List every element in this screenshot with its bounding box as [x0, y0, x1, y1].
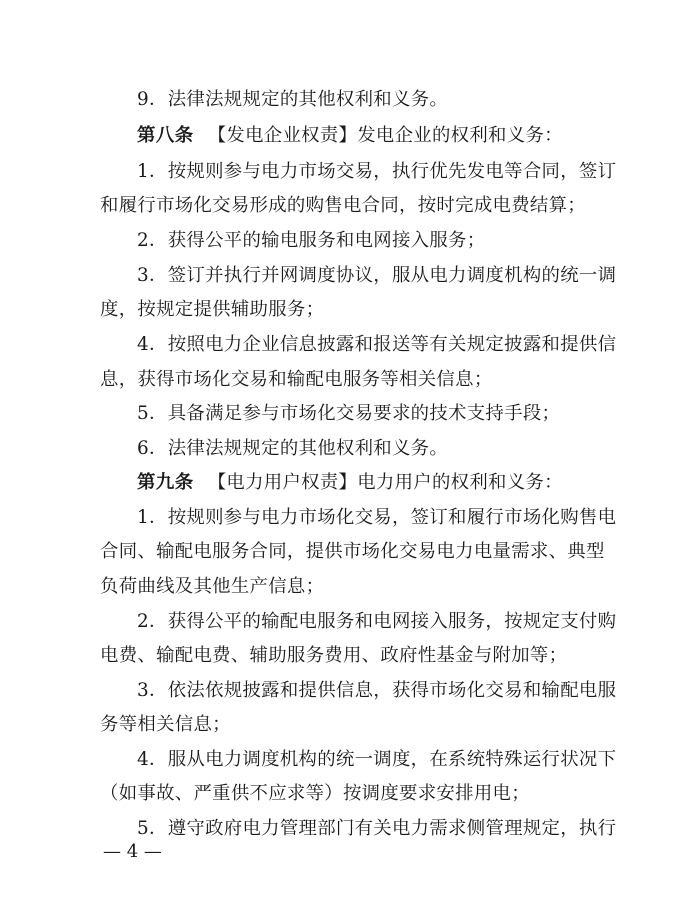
paragraph-line: 3．签订并执行并网调度协议，服从电力调度机构的统一调 — [137, 265, 617, 286]
paragraph-line: 4．按照电力企业信息披露和报送等有关规定披露和提供信 — [137, 334, 617, 355]
article-heading-line — [137, 124, 563, 148]
paragraph-line: 6．法律法规规定的其他权利和义务。 — [137, 438, 449, 459]
paragraph-line: 4．服从电力调度机构的统一调度，在系统特殊运行状况下 — [137, 749, 617, 770]
article-title: 【电力用户权责】电力用户的权利和义务： — [207, 472, 563, 493]
paragraph-line: 2．获得公平的输电服务和电网接入服务； — [137, 230, 486, 251]
paragraph-line: 负荷曲线及其他生产信息； — [100, 576, 325, 597]
paragraph-line: 度，按规定提供辅助服务； — [100, 299, 325, 320]
article-number: 第九条 — [137, 472, 194, 493]
paragraph-line: 2．获得公平的输配电服务和电网接入服务，按规定支付购 — [137, 611, 617, 632]
paragraph-line: 1．按规则参与电力市场交易，执行优先发电等合同，签订 — [137, 161, 617, 182]
article-number: 第八条 — [137, 125, 194, 146]
article-title: 【发电企业权责】发电企业的权利和义务： — [207, 125, 563, 146]
article-heading-line — [137, 471, 563, 495]
paragraph-line: 合同、输配电服务合同，提供市场化交易电力电量需求、典型 — [100, 541, 605, 562]
paragraph-line: 5．具备满足参与市场化交易要求的技术支持手段； — [137, 403, 561, 424]
paragraph-line: 电费、输配电费、辅助服务费用、政府性基金与附加等； — [100, 645, 568, 666]
paragraph-line: 和履行市场化交易形成的购售电合同，按时完成电费结算； — [100, 195, 586, 216]
paragraph-line: 9．法律法规规定的其他权利和义务。 — [137, 89, 449, 110]
paragraph-line: 1．按规则参与电力市场化交易，签订和履行市场化购售电 — [137, 507, 617, 528]
paragraph-line: 务等相关信息； — [100, 714, 231, 735]
paragraph-line: （如事故、严重供不应求等）按调度要求安排用电； — [100, 783, 530, 804]
paragraph-line: 5．遵守政府电力管理部门有关电力需求侧管理规定，执行 — [137, 818, 617, 839]
paragraph-line: 3．依法依规披露和提供信息，获得市场化交易和输配电服 — [137, 680, 617, 701]
page-number: — 4 — — [103, 841, 162, 862]
paragraph-line: 息，获得市场化交易和输配电服务等相关信息； — [100, 369, 493, 390]
